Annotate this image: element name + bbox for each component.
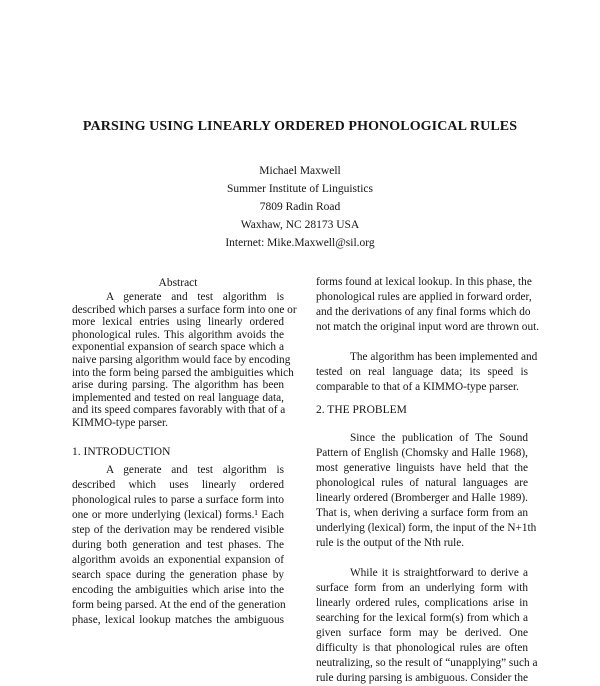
text-line: and the derivations of any final forms which do [316, 306, 531, 318]
text-line: searching for the lexical form(s) from which a [316, 612, 528, 624]
paragraph-problem-1 [316, 431, 537, 551]
text-line: linearly ordered rules, complications arise in [316, 597, 528, 609]
text-line: Pattern of English (Chomsky and Halle 1968), [316, 447, 528, 459]
text-line: exponential expansion of search space which a [72, 341, 284, 354]
text-line: phonological rules are applied in forward order, [316, 291, 532, 303]
text-line: not match the original input word are thrown out. [316, 321, 540, 333]
text-line: phonological rules to parse a surface form into [72, 494, 284, 506]
text-line: tested on real language data; its speed is [316, 366, 528, 378]
text-line: While it is straightforward to derive a [350, 567, 528, 579]
author-street: 7809 Radin Road [259, 201, 341, 213]
introduction-body [72, 463, 284, 628]
text-line: described which uses linearly ordered [72, 479, 284, 491]
text-line: implemented and tested on real language data, [72, 391, 284, 404]
text-line: most generative linguists have held that the [316, 462, 528, 474]
introduction-section [72, 445, 284, 628]
text-line: rule is the output of the Nth rule. [316, 537, 465, 549]
text-line: phonological rules. This algorithm avoids the [72, 328, 284, 341]
text-line: algorithm avoids an exponential expansion of [72, 554, 284, 566]
text-line: underlying (lexical) form, the input of the N+1th [316, 522, 537, 534]
text-line: phonological rules of natural languages are [316, 477, 528, 489]
author-email: Internet: Mike.Maxwell@sil.org [225, 237, 375, 249]
problem-heading: 2. THE PROBLEM [316, 404, 407, 416]
paper-title: PARSING USING LINEARLY ORDERED PHONOLOGICAL RULES [82, 119, 518, 134]
text-line: naive parsing algorithm would face by encoding [72, 353, 291, 366]
text-line: one or more underlying (lexical) forms.¹ Each [72, 509, 284, 521]
text-line: comparable to that of a KIMMO-type parser. [316, 381, 519, 393]
text-line: That is, when deriving a surface form from an [316, 507, 528, 519]
text-line: surface form from an underlying form with [316, 582, 528, 594]
introduction-heading: 1. INTRODUCTION [72, 446, 171, 458]
abstract-section [72, 276, 297, 430]
text-line: into the form being parsed the ambiguities which [72, 366, 294, 379]
right-column [316, 275, 540, 686]
author-institution: Summer Institute of Linguistics [227, 183, 373, 195]
text-line: rule during parsing is ambiguous. Consider the [316, 672, 528, 684]
text-line: step of the derivation may be rendered visible [72, 524, 284, 536]
abstract-heading: Abstract [158, 277, 198, 289]
text-line: A generate and test algorithm is [106, 291, 284, 303]
text-line: Since the publication of The Sound [350, 432, 528, 444]
text-line: A generate and test algorithm is [106, 464, 284, 476]
text-line: form being parsed. At the end of the generation [72, 599, 286, 611]
author-city: Waxhaw, NC 28173 USA [240, 219, 360, 231]
abstract-body [72, 291, 297, 430]
author-name: Michael Maxwell [259, 165, 341, 177]
text-line: linearly ordered (Bromberger and Halle 1989). [316, 492, 528, 504]
paragraph-lexical-lookup [316, 275, 540, 335]
text-line: neutralizing, so the result of “unapplying” such a [316, 657, 538, 669]
text-line: KIMMO-type parser. [72, 416, 169, 429]
text-line: more lexical entries using linearly ordered [72, 316, 284, 329]
text-line: difficulty is that phonological rules are often [316, 642, 528, 654]
text-line: phase, lexical lookup matches the ambiguous [72, 614, 284, 626]
paragraph-problem-2 [316, 566, 538, 686]
text-line: described which parses a surface form into one or [72, 303, 297, 316]
text-line: search space during the generation phase by [72, 569, 284, 581]
text-line: given surface form may be derived. One [316, 627, 528, 639]
text-line: The algorithm has been implemented and [350, 351, 538, 363]
text-line: and its speed compares favorably with that of a [72, 404, 286, 417]
text-line: arise during parsing. The algorithm has been [72, 379, 284, 392]
paragraph-implementation [316, 350, 538, 395]
text-line: encoding the ambiguities which arise into the [72, 584, 284, 596]
text-line: forms found at lexical lookup. In this phase, the [316, 276, 532, 288]
text-line: during both generation and test phases. The [72, 539, 284, 551]
